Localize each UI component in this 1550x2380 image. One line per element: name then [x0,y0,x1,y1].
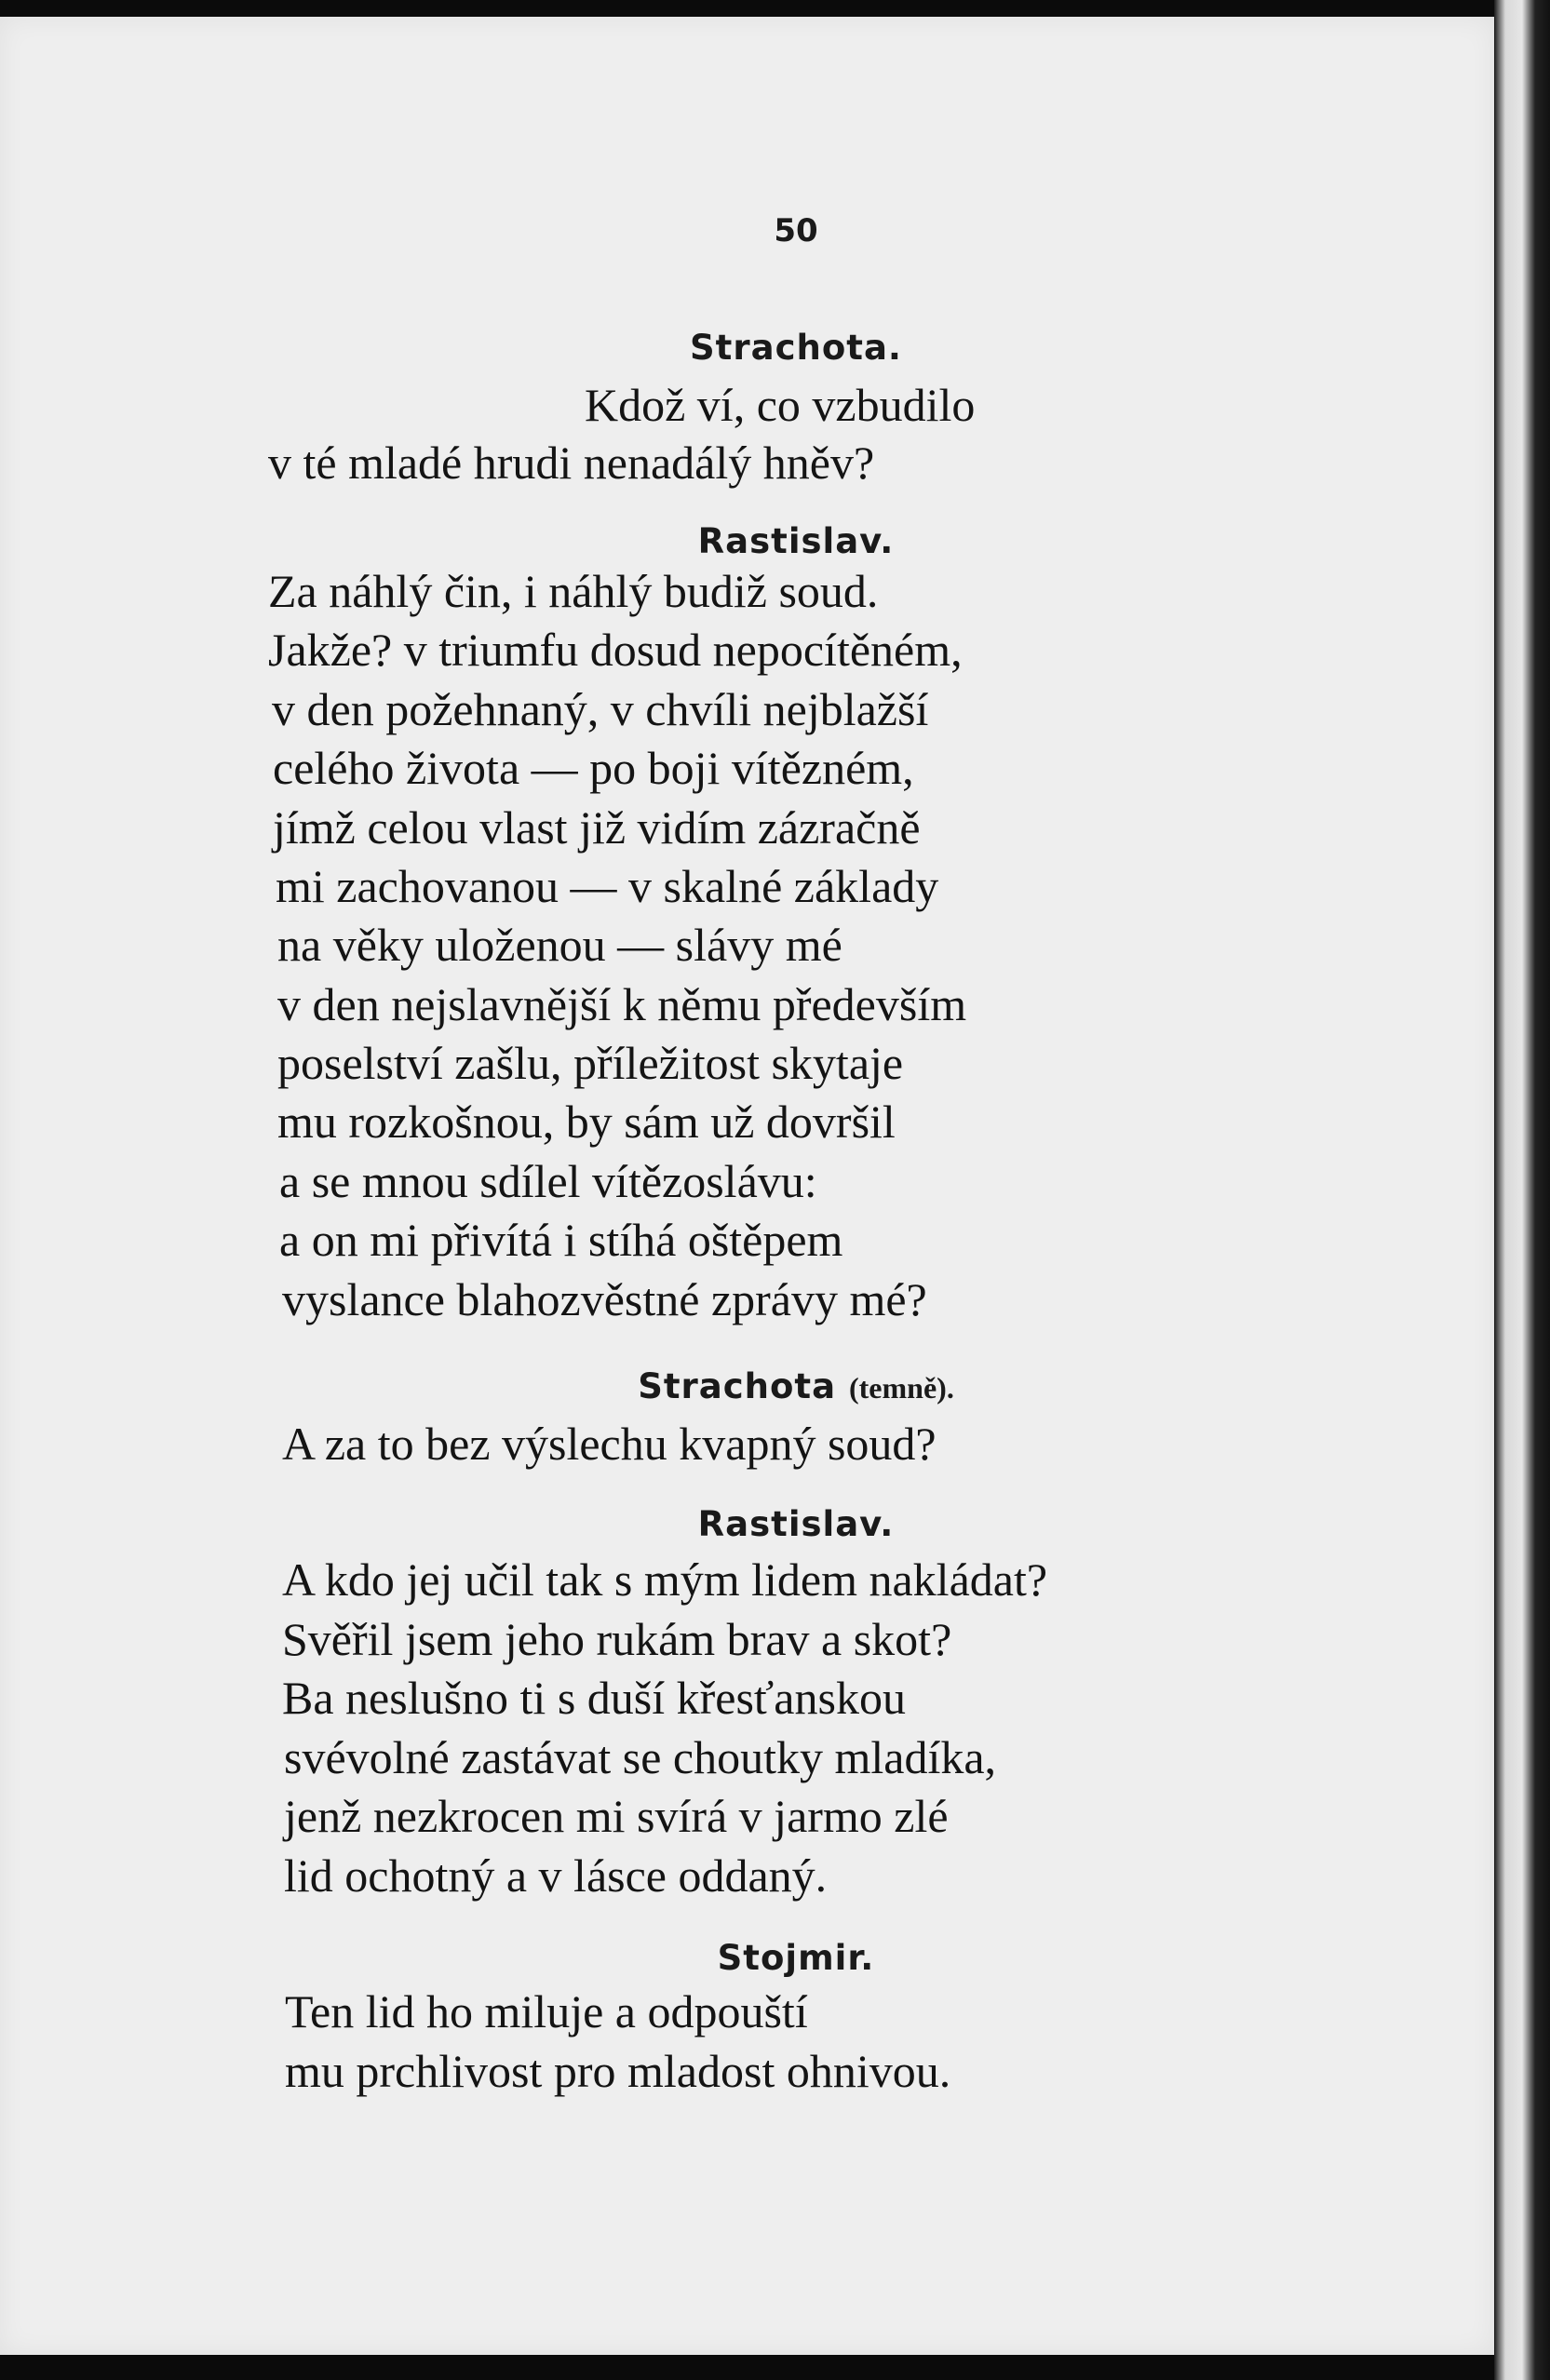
verse-line: mu rozkošnou, by sám už dovršil [277,1096,896,1148]
verse-line: jímž celou vlast již vidím zázračně [273,801,921,854]
verse-line: v den nejslavnější k němu především [277,978,967,1030]
speaker-name: Rastislav. [697,1504,895,1544]
stage-direction: (temně). [848,1371,954,1405]
verse-line: Ten lid ho miluje a odpouští [285,1985,808,2037]
speaker-name: Rastislav. [697,521,895,561]
verse-line: lid ochotný a v lásce oddaný. [284,1849,828,1902]
verse-line: a on mi přivítá i stíhá oštěpem [279,1214,843,1266]
verse-line: mi zachovanou — v skalné základy [276,860,939,912]
verse-line: A za to bez výslechu kvapný soud? [282,1418,937,1470]
verse-line: celého života — po boji vítězném, [273,742,914,794]
verse-line: v té mladé hrudi nenadálý hněv? [268,437,875,489]
verse-line: Jakže? v triumfu dosud nepocítěném, [268,624,963,676]
verse-line: jenž nezkrocen mi svírá v jarmo zlé [284,1790,949,1842]
verse-line: Svěřil jsem jeho rukám brav a skot? [282,1613,952,1665]
verse-line: na věky uloženou — slávy mé [277,919,842,971]
speaker-name: Strachota. [690,328,902,368]
verse-line: vyslance blahozvěstné zprávy mé? [282,1273,927,1325]
verse-line: mu prchlivost pro mladost ohnivou. [285,2045,951,2097]
verse-line: A kdo jej učil tak s mým lidem nakládat? [282,1553,1048,1606]
verse-line: Kdož ví, co vzbudilo [585,379,976,431]
verse-line: Ba neslušno ti s duší křesťanskou [282,1672,906,1724]
verse-line: poselství zašlu, příležitost skytaje [277,1037,904,1089]
verse-line: Za náhlý čin, i náhlý budiž soud. [268,565,879,617]
verse-line: svévolné zastávat se choutky mladíka, [284,1731,997,1783]
speaker-name [0,1366,1550,1406]
speaker-name: Stojmir. [717,1938,875,1978]
verse-line: a se mnou sdílel vítězoslávu: [279,1155,817,1207]
page-number: 50 [774,212,818,249]
speaker-label: Strachota [638,1366,837,1406]
verse-line: v den požehnaný, v chvíli nejblažší [272,683,929,735]
